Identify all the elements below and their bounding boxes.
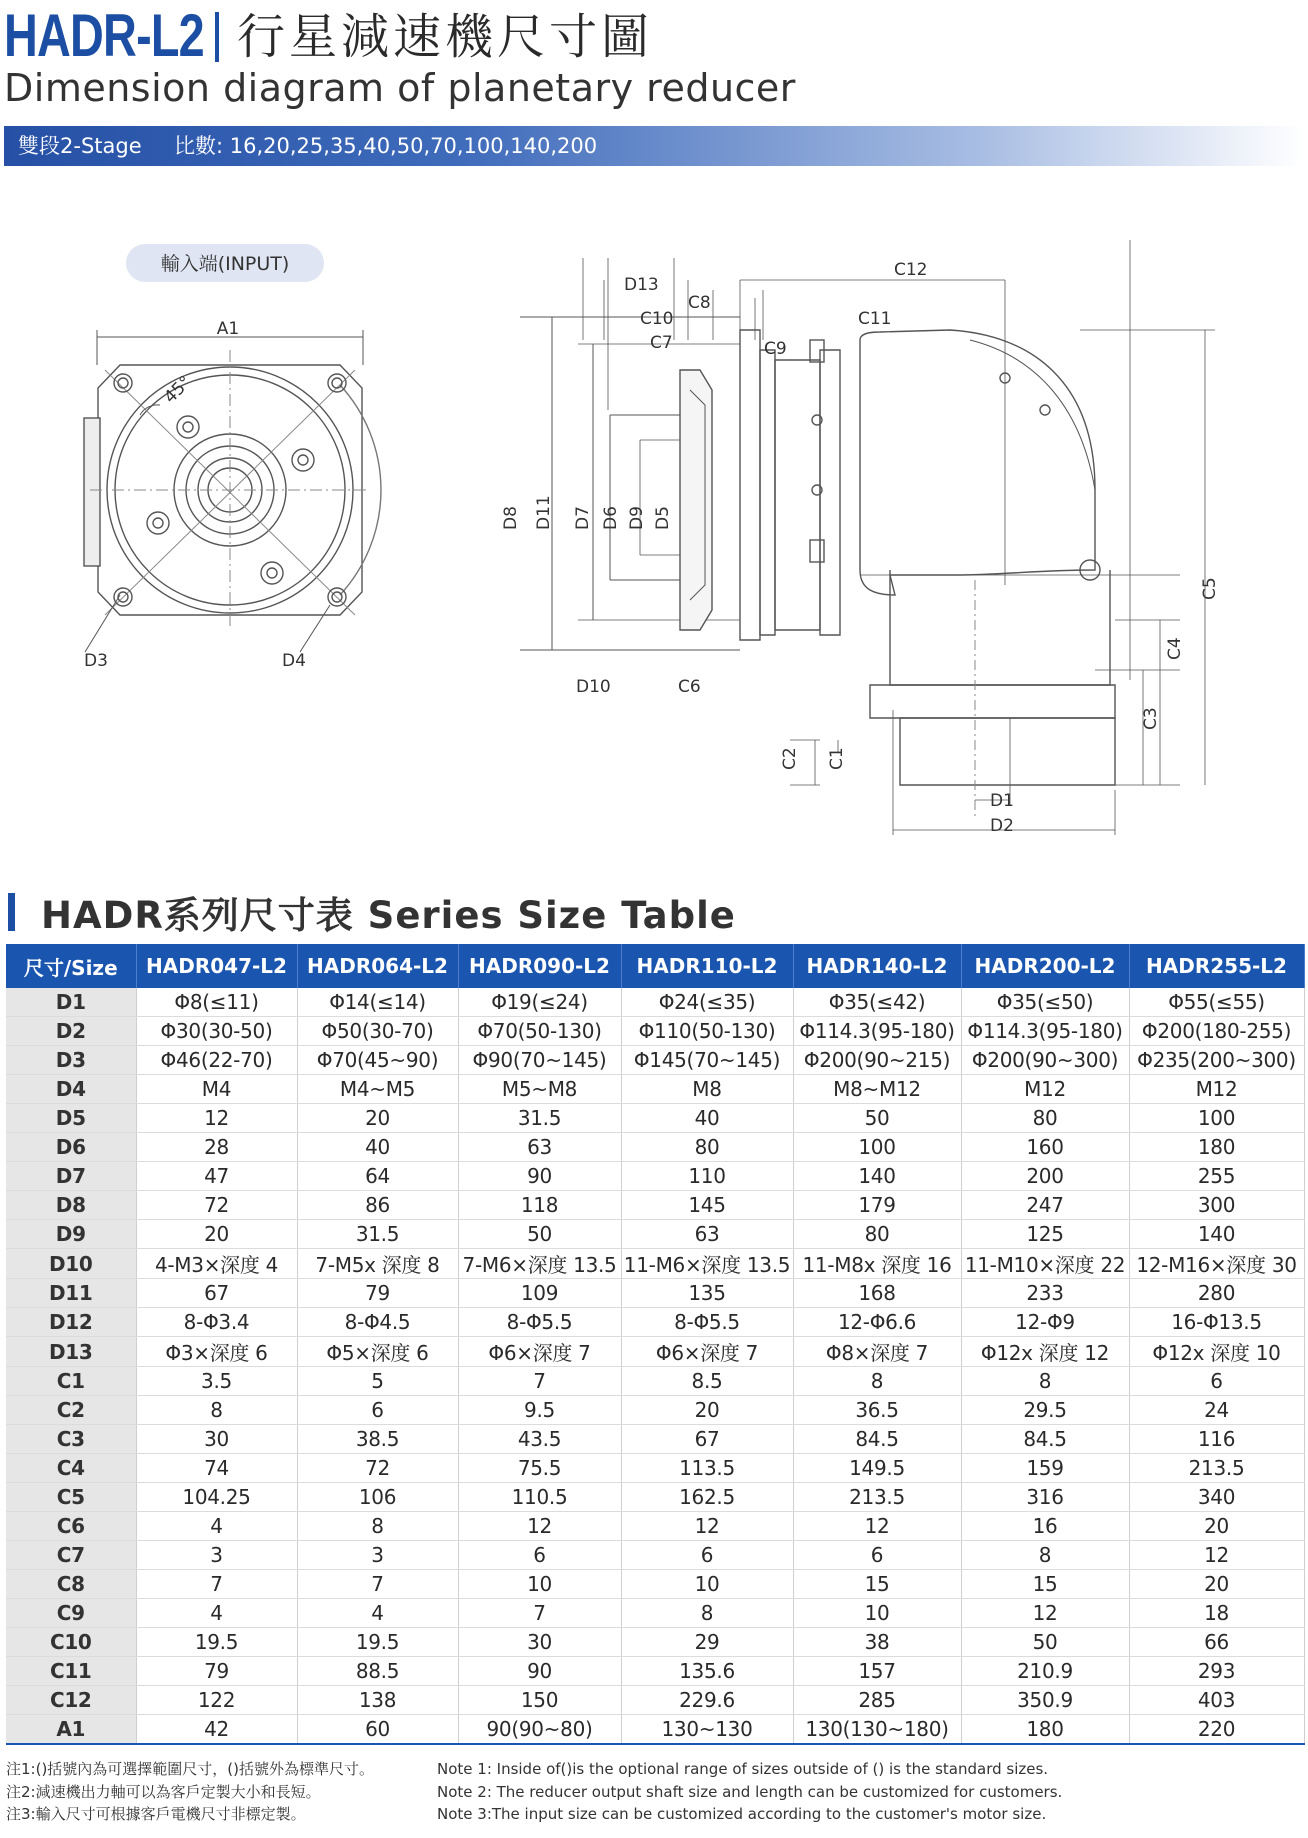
table-cell: 180: [961, 1715, 1129, 1745]
table-row: [6, 1483, 1304, 1512]
table-cell: 20: [1129, 1570, 1304, 1599]
table-cell: 10: [621, 1570, 793, 1599]
table-cell: 31.5: [458, 1104, 621, 1133]
table-cell: 84.5: [961, 1425, 1129, 1454]
table-row: [6, 1599, 1304, 1628]
table-row: [6, 1104, 1304, 1133]
table-cell: M12: [961, 1075, 1129, 1104]
table-cell: 210.9: [961, 1657, 1129, 1686]
table-cell: 6: [621, 1541, 793, 1570]
table-cell: 15: [793, 1570, 961, 1599]
table-cell: Φ200(90~300): [961, 1046, 1129, 1075]
table-cell: 7-M6×深度 13.5: [458, 1249, 621, 1279]
label-C1: C1: [827, 747, 847, 770]
table-cell: M4: [136, 1075, 297, 1104]
row-label: D4: [6, 1075, 136, 1104]
table-cell: 29: [621, 1628, 793, 1657]
column-header: HADR090-L2: [458, 944, 621, 988]
table-cell: 4: [297, 1599, 458, 1628]
table-cell: 6: [458, 1541, 621, 1570]
table-cell: Φ235(200~300): [1129, 1046, 1304, 1075]
angle-label: 45°: [160, 372, 196, 408]
table-row: [6, 1367, 1304, 1396]
table-cell: 42: [136, 1715, 297, 1745]
table-cell: 72: [136, 1191, 297, 1220]
table-row: [6, 1425, 1304, 1454]
table-row: [6, 988, 1304, 1017]
input-label: 輸入端(INPUT): [160, 253, 290, 275]
table-cell: 4-M3×深度 4: [136, 1249, 297, 1279]
table-cell: 350.9: [961, 1686, 1129, 1715]
label-A1: A1: [216, 319, 240, 339]
table-cell: 50: [793, 1104, 961, 1133]
table-cell: 293: [1129, 1657, 1304, 1686]
table-cell: Φ30(30-50): [136, 1017, 297, 1046]
table-row: [6, 1715, 1304, 1745]
table-cell: 79: [297, 1279, 458, 1308]
table-cell: 72: [297, 1454, 458, 1483]
row-label: D13: [6, 1337, 136, 1367]
table-cell: 130~130: [621, 1715, 793, 1745]
label-C8: C8: [688, 293, 711, 313]
table-cell: 12-M16×深度 30: [1129, 1249, 1304, 1279]
table-cell: 40: [621, 1104, 793, 1133]
table-cell: 4: [136, 1599, 297, 1628]
table-cell: 60: [297, 1715, 458, 1745]
table-header-row: [6, 944, 1304, 988]
table-cell: 8: [961, 1541, 1129, 1570]
table-row: [6, 1162, 1304, 1191]
table-cell: 8: [793, 1367, 961, 1396]
table-cell: 140: [1129, 1220, 1304, 1249]
table-cell: Φ35(≤42): [793, 988, 961, 1017]
table-cell: 100: [1129, 1104, 1304, 1133]
table-cell: 74: [136, 1454, 297, 1483]
table-cell: 6: [793, 1541, 961, 1570]
label-D1: D1: [990, 791, 1014, 811]
row-label: D7: [6, 1162, 136, 1191]
table-cell: 75.5: [458, 1454, 621, 1483]
table-cell: 213.5: [1129, 1454, 1304, 1483]
note-en: Note 3:The input size can be customized according to the customer's motor size.: [437, 1805, 1047, 1823]
table-cell: 20: [136, 1220, 297, 1249]
column-header: HADR255-L2: [1129, 944, 1304, 988]
table-cell: Φ114.3(95-180): [793, 1017, 961, 1046]
table-row: [6, 1017, 1304, 1046]
table-cell: Φ5×深度 6: [297, 1337, 458, 1367]
table-cell: 90: [458, 1657, 621, 1686]
row-label: D3: [6, 1046, 136, 1075]
table-cell: 145: [621, 1191, 793, 1220]
table-cell: 12: [961, 1599, 1129, 1628]
table-cell: 233: [961, 1279, 1129, 1308]
column-header: 尺寸/Size: [6, 944, 136, 988]
table-cell: 90: [458, 1162, 621, 1191]
table-cell: 24: [1129, 1396, 1304, 1425]
table-row: [6, 1657, 1304, 1686]
note-cn: 注2:減速機出力軸可以為客戶定製大小和長短。: [6, 1782, 321, 1801]
table-cell: 6: [1129, 1367, 1304, 1396]
table-cell: M12: [1129, 1075, 1304, 1104]
table-cell: Φ19(≤24): [458, 988, 621, 1017]
label-D7: D7: [573, 506, 593, 530]
table-cell: 9.5: [458, 1396, 621, 1425]
label-D8: D8: [501, 506, 521, 530]
table-cell: 19.5: [136, 1628, 297, 1657]
column-header: HADR200-L2: [961, 944, 1129, 988]
table-cell: Φ145(70~145): [621, 1046, 793, 1075]
table-cell: 8-Φ5.5: [621, 1308, 793, 1337]
page-subtitle: Dimension diagram of planetary reducer: [4, 66, 796, 110]
label-C6: C6: [678, 677, 701, 697]
table-cell: 7-M5x 深度 8: [297, 1249, 458, 1279]
table-cell: 50: [458, 1220, 621, 1249]
table-cell: 4: [136, 1512, 297, 1541]
table-cell: 88.5: [297, 1657, 458, 1686]
label-D9: D9: [627, 506, 647, 530]
table-cell: 63: [621, 1220, 793, 1249]
table-cell: 16: [961, 1512, 1129, 1541]
row-label: C8: [6, 1570, 136, 1599]
label-D5: D5: [653, 506, 673, 530]
row-label: C9: [6, 1599, 136, 1628]
table-cell: M5~M8: [458, 1075, 621, 1104]
stage-ratio-banner: [4, 126, 1304, 166]
table-cell: 19.5: [297, 1628, 458, 1657]
table-cell: Φ70(50-130): [458, 1017, 621, 1046]
notes-chinese: [6, 1758, 374, 1826]
table-cell: 8: [297, 1512, 458, 1541]
table-cell: 86: [297, 1191, 458, 1220]
table-cell: 106: [297, 1483, 458, 1512]
table-cell: 100: [793, 1133, 961, 1162]
label-C3: C3: [1141, 707, 1161, 730]
table-cell: 280: [1129, 1279, 1304, 1308]
table-cell: 80: [961, 1104, 1129, 1133]
table-cell: 30: [458, 1628, 621, 1657]
table-cell: 180: [1129, 1133, 1304, 1162]
table-cell: 7: [458, 1599, 621, 1628]
table-cell: 213.5: [793, 1483, 961, 1512]
column-header: HADR110-L2: [621, 944, 793, 988]
table-cell: Φ12x 深度 12: [961, 1337, 1129, 1367]
table-cell: 200: [961, 1162, 1129, 1191]
table-row: [6, 1686, 1304, 1715]
table-cell: 316: [961, 1483, 1129, 1512]
table-cell: 66: [1129, 1628, 1304, 1657]
table-cell: 122: [136, 1686, 297, 1715]
table-cell: 20: [297, 1104, 458, 1133]
table-row: [6, 1570, 1304, 1599]
table-cell: 3.5: [136, 1367, 297, 1396]
table-cell: 38: [793, 1628, 961, 1657]
table-cell: 8-Φ4.5: [297, 1308, 458, 1337]
table-cell: Φ3×深度 6: [136, 1337, 297, 1367]
table-row: [6, 1279, 1304, 1308]
table-cell: Φ24(≤35): [621, 988, 793, 1017]
title-divider: [215, 12, 219, 62]
table-cell: Φ200(90~215): [793, 1046, 961, 1075]
table-cell: 7: [297, 1570, 458, 1599]
table-cell: Φ12x 深度 10: [1129, 1337, 1304, 1367]
table-cell: 7: [136, 1570, 297, 1599]
label-C12: C12: [894, 260, 928, 280]
table-cell: 179: [793, 1191, 961, 1220]
size-table-heading: [8, 885, 736, 939]
table-cell: 168: [793, 1279, 961, 1308]
page-title: 行星減速機尺寸圖: [237, 9, 654, 65]
table-cell: 90(90~80): [458, 1715, 621, 1745]
table-row: [6, 1308, 1304, 1337]
note-en: Note 2: The reducer output shaft size and length can be customized for customers.: [437, 1782, 1063, 1801]
table-cell: 43.5: [458, 1425, 621, 1454]
table-cell: 220: [1129, 1715, 1304, 1745]
table-cell: 8: [961, 1367, 1129, 1396]
row-label: D12: [6, 1308, 136, 1337]
table-cell: 12: [793, 1512, 961, 1541]
label-C4: C4: [1165, 637, 1185, 660]
stage-label: 雙段2-Stage: [18, 134, 142, 158]
table-cell: 10: [793, 1599, 961, 1628]
label-D10: D10: [576, 677, 611, 697]
table-cell: 135: [621, 1279, 793, 1308]
table-cell: 8.5: [621, 1367, 793, 1396]
row-label: D8: [6, 1191, 136, 1220]
row-label: C10: [6, 1628, 136, 1657]
page-header: [4, 2, 654, 69]
table-cell: 150: [458, 1686, 621, 1715]
table-row: [6, 1454, 1304, 1483]
model-name: HADR-L2: [4, 2, 204, 69]
table-cell: 8: [621, 1599, 793, 1628]
table-cell: 30: [136, 1425, 297, 1454]
label-C11: C11: [858, 309, 892, 329]
table-row: [6, 1628, 1304, 1657]
table-cell: 229.6: [621, 1686, 793, 1715]
table-cell: 28: [136, 1133, 297, 1162]
table-cell: 116: [1129, 1425, 1304, 1454]
row-label: C11: [6, 1657, 136, 1686]
table-cell: 3: [297, 1541, 458, 1570]
table-cell: 403: [1129, 1686, 1304, 1715]
table-row: [6, 1191, 1304, 1220]
table-cell: 20: [1129, 1512, 1304, 1541]
table-row: [6, 1512, 1304, 1541]
table-cell: 160: [961, 1133, 1129, 1162]
row-label: D5: [6, 1104, 136, 1133]
row-label: C2: [6, 1396, 136, 1425]
table-cell: 5: [297, 1367, 458, 1396]
table-cell: 149.5: [793, 1454, 961, 1483]
table-cell: 125: [961, 1220, 1129, 1249]
table-row: [6, 1075, 1304, 1104]
row-label: A1: [6, 1715, 136, 1745]
table-cell: 11-M6×深度 13.5: [621, 1249, 793, 1279]
table-cell: Φ70(45~90): [297, 1046, 458, 1075]
table-cell: 40: [297, 1133, 458, 1162]
table-cell: Φ55(≤55): [1129, 988, 1304, 1017]
table-cell: 20: [621, 1396, 793, 1425]
table-cell: 31.5: [297, 1220, 458, 1249]
row-label: C3: [6, 1425, 136, 1454]
table-cell: Φ8(≤11): [136, 988, 297, 1017]
table-cell: 247: [961, 1191, 1129, 1220]
heading-marker: [8, 893, 15, 931]
note-cn: 注3:輸入尺寸可根據客戶電機尺寸非標定製。: [6, 1805, 306, 1823]
row-label: C7: [6, 1541, 136, 1570]
front-view: [84, 330, 381, 652]
table-cell: 12: [458, 1512, 621, 1541]
row-label: D10: [6, 1249, 136, 1279]
table-cell: 138: [297, 1686, 458, 1715]
table-cell: 29.5: [961, 1396, 1129, 1425]
table-row: [6, 1541, 1304, 1570]
ratio-label: 比數: 16,20,25,35,40,50,70,100,140,200: [174, 134, 598, 158]
table-cell: 6: [297, 1396, 458, 1425]
table-row: [6, 1337, 1304, 1367]
note-cn: 注1:()括號內為可選擇範圍尺寸，()括號外為標準尺寸。: [6, 1760, 375, 1778]
label-C2: C2: [780, 747, 800, 770]
label-D6: D6: [601, 506, 621, 530]
table-cell: 36.5: [793, 1396, 961, 1425]
table-cell: 50: [961, 1628, 1129, 1657]
label-C5: C5: [1200, 577, 1220, 600]
label-D3: D3: [84, 651, 108, 671]
size-table: [6, 944, 1305, 1745]
row-label: D11: [6, 1279, 136, 1308]
table-cell: Φ6×深度 7: [458, 1337, 621, 1367]
table-cell: 162.5: [621, 1483, 793, 1512]
table-cell: 47: [136, 1162, 297, 1191]
table-cell: M8~M12: [793, 1075, 961, 1104]
table-cell: 255: [1129, 1162, 1304, 1191]
row-label: C12: [6, 1686, 136, 1715]
table-cell: 8-Φ5.5: [458, 1308, 621, 1337]
table-cell: 159: [961, 1454, 1129, 1483]
table-row: [6, 1133, 1304, 1162]
row-label: D2: [6, 1017, 136, 1046]
table-cell: 79: [136, 1657, 297, 1686]
table-cell: 84.5: [793, 1425, 961, 1454]
table-cell: Φ90(70~145): [458, 1046, 621, 1075]
row-label: C1: [6, 1367, 136, 1396]
table-cell: 67: [136, 1279, 297, 1308]
table-row: [6, 1046, 1304, 1075]
table-cell: Φ35(≤50): [961, 988, 1129, 1017]
note-en: Note 1: Inside of()is the optional range of sizes outside of () is the standard sizes.: [437, 1760, 1049, 1778]
table-cell: M8: [621, 1075, 793, 1104]
table-cell: 16-Φ13.5: [1129, 1308, 1304, 1337]
table-cell: 109: [458, 1279, 621, 1308]
table-cell: 80: [621, 1133, 793, 1162]
table-cell: 110.5: [458, 1483, 621, 1512]
table-body: [6, 988, 1304, 1744]
table-cell: 135.6: [621, 1657, 793, 1686]
table-cell: 67: [621, 1425, 793, 1454]
table-cell: 340: [1129, 1483, 1304, 1512]
column-header: HADR047-L2: [136, 944, 297, 988]
table-cell: M4~M5: [297, 1075, 458, 1104]
table-cell: Φ110(50-130): [621, 1017, 793, 1046]
label-D4: D4: [282, 651, 306, 671]
row-label: D1: [6, 988, 136, 1017]
table-cell: 64: [297, 1162, 458, 1191]
table-cell: Φ14(≤14): [297, 988, 458, 1017]
label-C10: C10: [640, 309, 674, 329]
table-cell: 12-Φ9: [961, 1308, 1129, 1337]
table-cell: 15: [961, 1570, 1129, 1599]
table-cell: 12-Φ6.6: [793, 1308, 961, 1337]
table-cell: 8: [136, 1396, 297, 1425]
table-cell: 300: [1129, 1191, 1304, 1220]
table-cell: 3: [136, 1541, 297, 1570]
table-row: [6, 1396, 1304, 1425]
row-label: C5: [6, 1483, 136, 1512]
table-cell: 11-M10×深度 22: [961, 1249, 1129, 1279]
table-cell: 285: [793, 1686, 961, 1715]
table-cell: 80: [793, 1220, 961, 1249]
table-cell: Φ200(180-255): [1129, 1017, 1304, 1046]
table-cell: 104.25: [136, 1483, 297, 1512]
notes-english: [437, 1758, 1062, 1826]
table-row: [6, 1249, 1304, 1279]
dimension-drawing: [0, 240, 1308, 860]
table-cell: Φ8×深度 7: [793, 1337, 961, 1367]
table-cell: 113.5: [621, 1454, 793, 1483]
table-cell: Φ50(30-70): [297, 1017, 458, 1046]
table-cell: 63: [458, 1133, 621, 1162]
size-table-title: HADR系列尺寸表 Series Size Table: [41, 894, 736, 937]
table-cell: 130(130~180): [793, 1715, 961, 1745]
table-cell: Φ6×深度 7: [621, 1337, 793, 1367]
table-cell: 12: [1129, 1541, 1304, 1570]
label-C7: C7: [650, 333, 673, 353]
column-header: HADR064-L2: [297, 944, 458, 988]
table-cell: 7: [458, 1367, 621, 1396]
table-cell: 110: [621, 1162, 793, 1191]
column-header: HADR140-L2: [793, 944, 961, 988]
table-cell: 118: [458, 1191, 621, 1220]
table-cell: 12: [136, 1104, 297, 1133]
table-cell: 8-Φ3.4: [136, 1308, 297, 1337]
table-cell: Φ114.3(95-180): [961, 1017, 1129, 1046]
table-cell: 140: [793, 1162, 961, 1191]
label-C9: C9: [764, 339, 787, 359]
table-cell: 18: [1129, 1599, 1304, 1628]
side-view: [520, 240, 1215, 835]
row-label: D6: [6, 1133, 136, 1162]
table-cell: 10: [458, 1570, 621, 1599]
label-D11: D11: [534, 495, 554, 530]
row-label: C6: [6, 1512, 136, 1541]
table-cell: 11-M8x 深度 16: [793, 1249, 961, 1279]
table-row: [6, 1220, 1304, 1249]
label-D13: D13: [624, 275, 659, 295]
row-label: D9: [6, 1220, 136, 1249]
label-D2: D2: [990, 816, 1014, 836]
table-cell: 157: [793, 1657, 961, 1686]
table-cell: 38.5: [297, 1425, 458, 1454]
row-label: C4: [6, 1454, 136, 1483]
input-label-pill: [126, 244, 324, 282]
table-cell: Φ46(22-70): [136, 1046, 297, 1075]
table-cell: 12: [621, 1512, 793, 1541]
